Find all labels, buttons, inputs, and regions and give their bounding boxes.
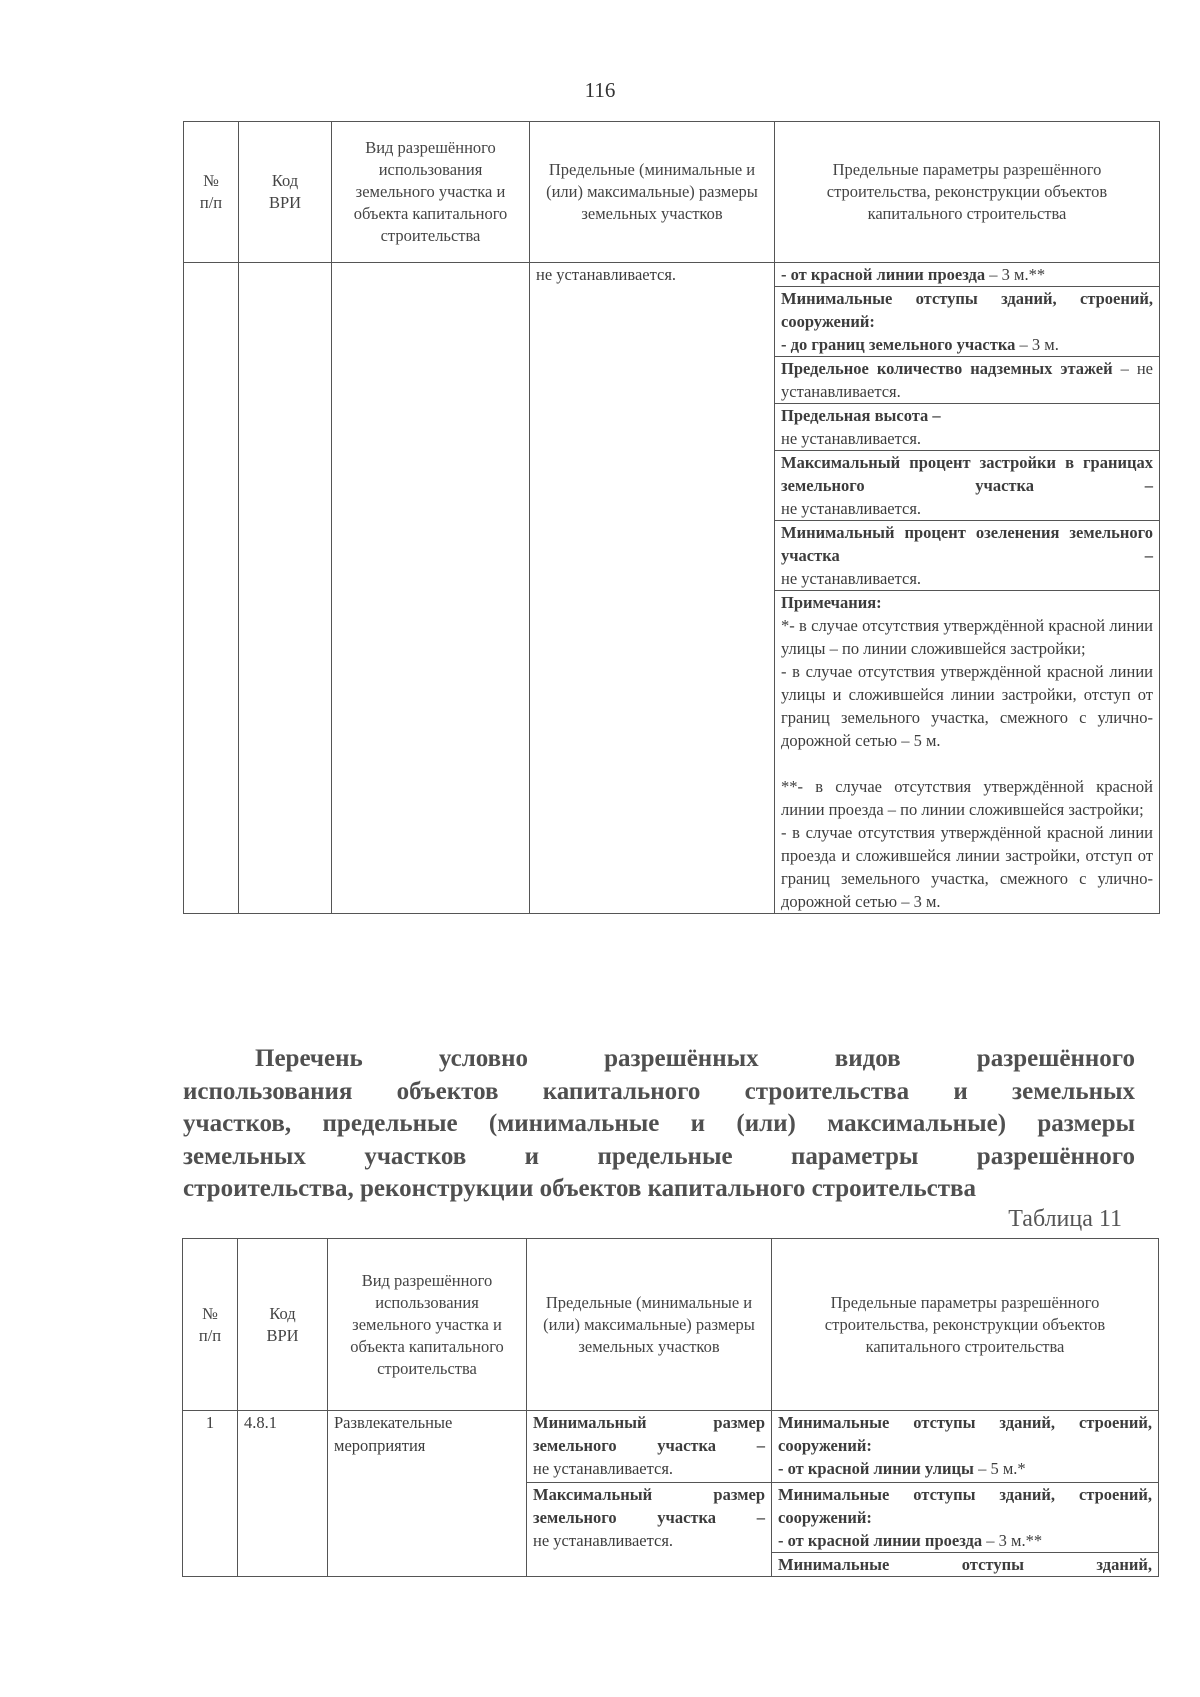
heading-line: строительства, реконструкции объектов капитального строительства [183, 1175, 977, 1202]
param-cell [775, 521, 1160, 591]
heading-line: земельных участков и предельные параметры разрешённого [183, 1142, 1135, 1170]
cell-num: 1 [183, 1411, 238, 1577]
param-bold: - от красной линии проезда [781, 265, 986, 284]
note-paragraph: *- в случае отсутствия утверждённой красной линии улицы – по линии сложившейся застройки; [781, 616, 1153, 658]
param-bold: Минимальные отступы зданий, строений, сооружений: [778, 1485, 1152, 1527]
param-text: – не устанавливается. [781, 359, 1153, 401]
param-cell [775, 404, 1160, 451]
cell-num [184, 263, 239, 914]
param-text: не устанавливается. [781, 569, 922, 588]
table-header-row [184, 122, 1160, 263]
table-label: Таблица 11 [1008, 1206, 1122, 1232]
param-bold: - до границ земельного участка [781, 335, 1016, 354]
header-num: № п/п [184, 122, 239, 263]
sizes-text: не устанавливается. [536, 265, 677, 284]
header-params: Предельные параметры разрешённого строительства, реконструкции объектов капитального строительства [772, 1239, 1159, 1411]
param-text: – 3 м.** [985, 265, 1046, 284]
table-11 [182, 1238, 1159, 1577]
size-min-cell [527, 1411, 772, 1483]
notes-cell [775, 591, 1160, 914]
header-sizes: Предельные (минимальные и (или) максимальные) размеры земельных участков [527, 1239, 772, 1411]
param-bold: Предельное количество надземных этажей [781, 359, 1113, 378]
param-text: – 3 м. [1015, 335, 1059, 354]
table-header-row [183, 1239, 1159, 1411]
table-continuation [183, 121, 1160, 914]
param-cell [772, 1483, 1159, 1553]
cell-use [332, 263, 530, 914]
param-cell [775, 263, 1160, 287]
header-sizes: Предельные (минимальные и (или) максимальные) размеры земельных участков [530, 122, 775, 263]
param-cell [772, 1411, 1159, 1483]
header-code: Код ВРИ [239, 122, 332, 263]
param-bold: Минимальные отступы зданий, строений, сооружений: [778, 1413, 1152, 1455]
header-use: Вид разрешённого использования земельного участка и объекта капитального строительства [328, 1239, 527, 1411]
header-code: Код ВРИ [238, 1239, 328, 1411]
param-cell: Минимальные отступы зданий, [772, 1553, 1159, 1577]
param-bold: Минимальный процент озеленения земельного участка – [781, 523, 1153, 565]
cell-code [239, 263, 332, 914]
param-bold: Предельная высота – [781, 406, 941, 425]
param-bold: - от красной линии проезда [778, 1531, 983, 1550]
header-use: Вид разрешённого использования земельного участка и объекта капитального строительства [332, 122, 530, 263]
cell-sizes [530, 263, 775, 914]
note-paragraph: **- в случае отсутствия утверждённой красной линии проезда – по линии сложившейся застройки; [781, 777, 1153, 819]
size-text: не устанавливается. [533, 1459, 674, 1478]
param-cell [775, 451, 1160, 521]
note-paragraph: - в случае отсутствия утверждённой красной линии улицы и сложившейся линии застройки, отступ от границ земельного участка, смежного с улично-дорожной сетью – 5 м. [781, 662, 1153, 750]
param-text: – 5 м.* [973, 1459, 1026, 1478]
param-text: не устанавливается. [781, 499, 922, 518]
size-text: не устанавливается. [533, 1531, 674, 1550]
header-params: Предельные параметры разрешённого строительства, реконструкции объектов капитального строительства [775, 122, 1160, 263]
heading-line: участков, предельные (минимальные и (или) максимальные) размеры [183, 1110, 1135, 1137]
param-cell [775, 357, 1160, 404]
param-text: не устанавливается. [781, 429, 922, 448]
note-paragraph: - в случае отсутствия утверждённой красной линии проезда и сложившейся линии застройки, отступ от границ земельного участка, смежного с улично-дорожной сетью – 3 м. [781, 823, 1153, 911]
param-bold: Максимальный процент застройки в границах земельного участка – [781, 453, 1153, 495]
size-bold: Минимальный размер земельного участка – [533, 1413, 765, 1455]
param-text: – 3 м.** [982, 1531, 1043, 1550]
param-bold: Минимальные отступы зданий, строений, сооружений: [781, 289, 1153, 331]
header-num: № п/п [183, 1239, 238, 1411]
notes-title: Примечания: [781, 593, 882, 612]
param-cell [775, 287, 1160, 357]
cell-code: 4.8.1 [238, 1411, 328, 1577]
heading-line: Перечень условно разрешённых видов разрешённого [255, 1045, 1135, 1072]
size-max-cell [527, 1483, 772, 1577]
heading-line: использования объектов капитального строительства и земельных [183, 1077, 1135, 1105]
size-bold: Максимальный размер земельного участка – [533, 1485, 765, 1527]
page-number: 116 [584, 78, 616, 102]
cell-use: Развлекательные мероприятия [328, 1411, 527, 1577]
section-heading [183, 1043, 1135, 1206]
param-bold: - от красной линии улицы [778, 1459, 974, 1478]
